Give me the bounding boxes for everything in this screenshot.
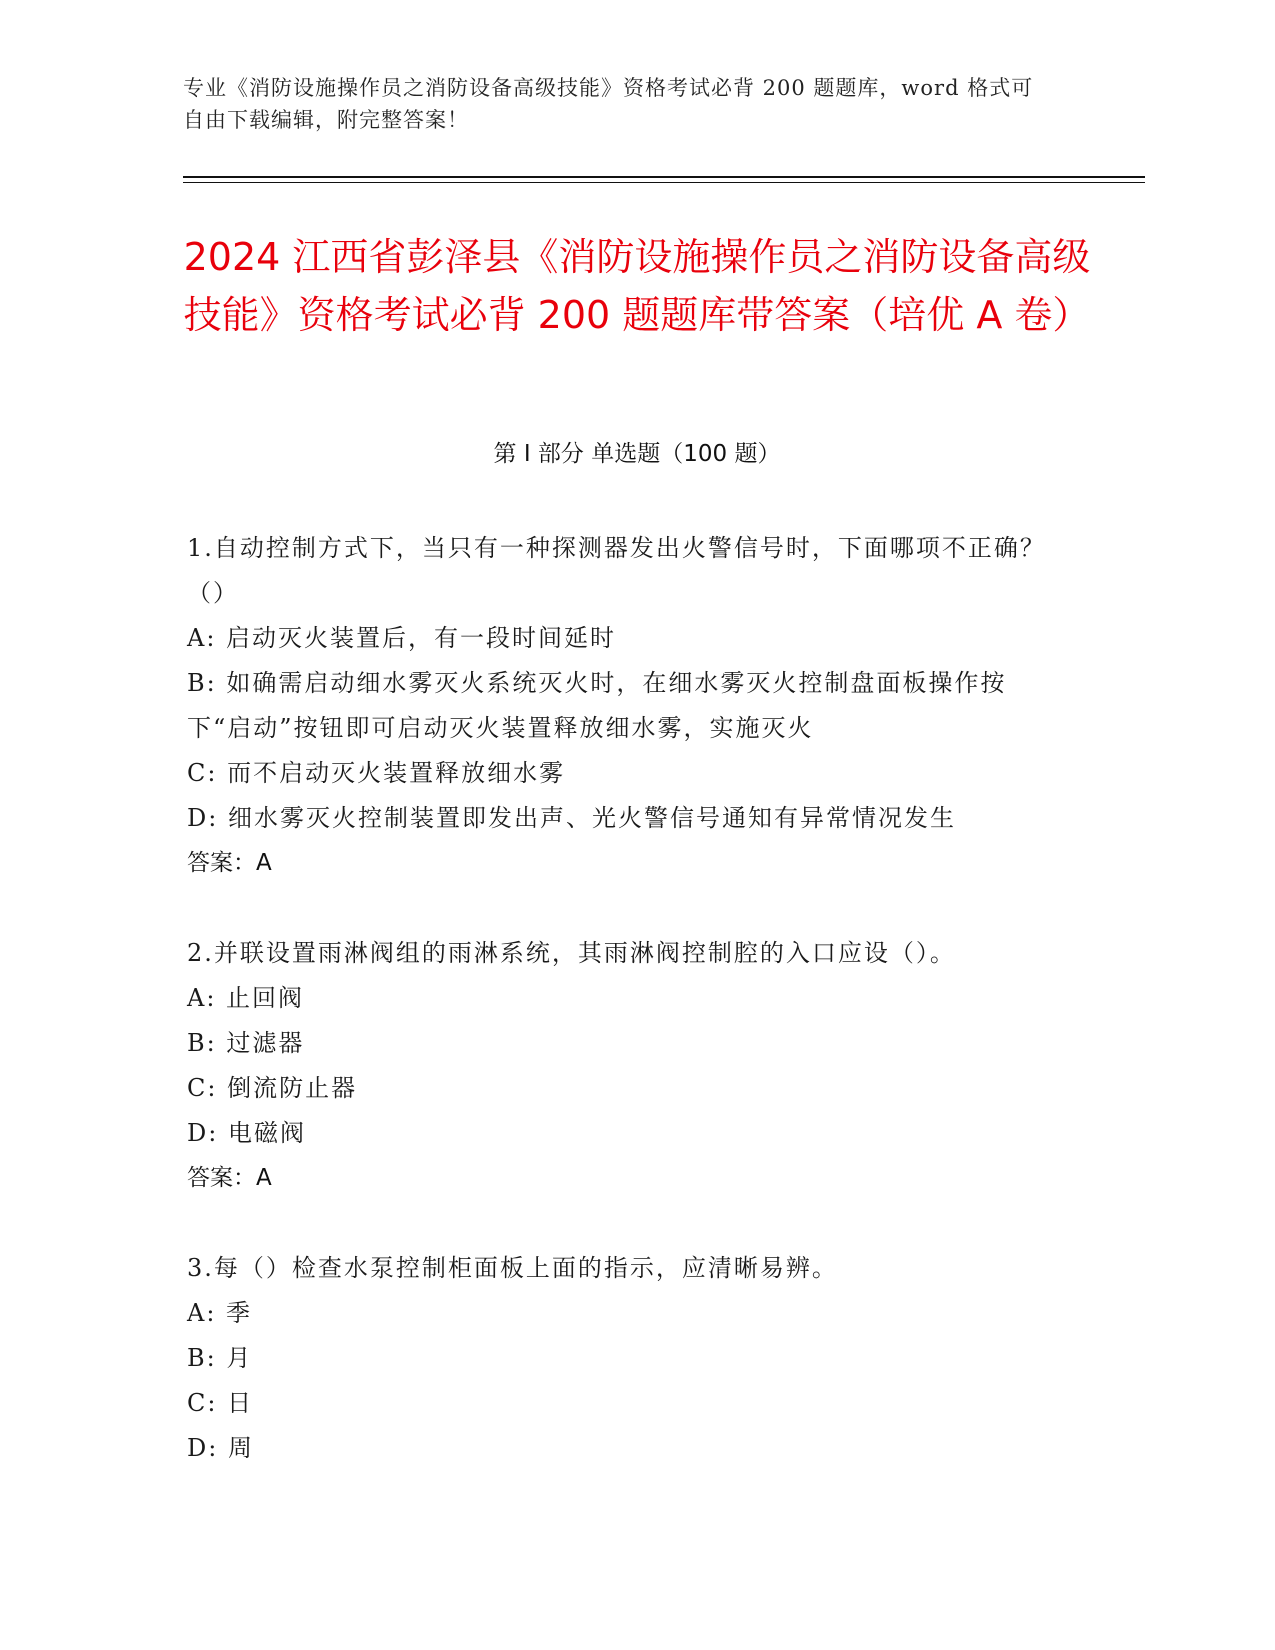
header-divider-thin (183, 182, 1145, 183)
option-d: D: 周 (187, 1434, 254, 1462)
option-c: C: 倒流防止器 (187, 1074, 358, 1102)
answer-line: 答案：A (187, 850, 272, 876)
option-c: C: 日 (187, 1389, 254, 1417)
question-list (187, 526, 1067, 1516)
option-a: A: 止回阀 (187, 984, 305, 1012)
header-note: 专业《消防设施操作员之消防设备高级技能》资格考试必背 200 题题库，word 格式可自由下载编辑，附完整答案！ (183, 76, 1034, 132)
option-b: B: 过滤器 (187, 1029, 305, 1057)
option-d: D: 电磁阀 (187, 1119, 306, 1147)
option-b: B: 如确需启动细水雾灭火系统灭火时，在细水雾灭火控制盘面板操作按下“启动”按钮即可启动灭火装置释放细水雾，实施灭火 (187, 669, 1007, 742)
question-item (187, 526, 1067, 886)
section-heading: 第 I 部分 单选题（100 题） (493, 441, 781, 467)
question-text: 3.每（）检查水泵控制柜面板上面的指示，应清晰易辨。 (187, 1254, 838, 1282)
option-d: D: 细水雾灭火控制装置即发出声、光火警信号通知有异常情况发生 (187, 804, 956, 832)
question-item (187, 1246, 1067, 1471)
question-text: 2.并联设置雨淋阀组的雨淋系统，其雨淋阀控制腔的入口应设（）。 (187, 939, 956, 967)
option-b: B: 月 (187, 1344, 253, 1372)
option-a: A: 启动灭火装置后，有一段时间延时 (187, 624, 617, 652)
option-c: C: 而不启动灭火装置释放细水雾 (187, 759, 566, 787)
option-a: A: 季 (187, 1299, 253, 1327)
header-divider-thick (183, 176, 1145, 178)
answer-line: 答案：A (187, 1165, 272, 1191)
question-item (187, 931, 1067, 1201)
question-text: 1.自动控制方式下，当只有一种探测器发出火警信号时，下面哪项不正确？（） (187, 534, 1046, 607)
document-title: 2024 江西省彭泽县《消防设施操作员之消防设备高级技能》资格考试必背 200 题题库带答案（培优 A 卷） (183, 235, 1091, 337)
